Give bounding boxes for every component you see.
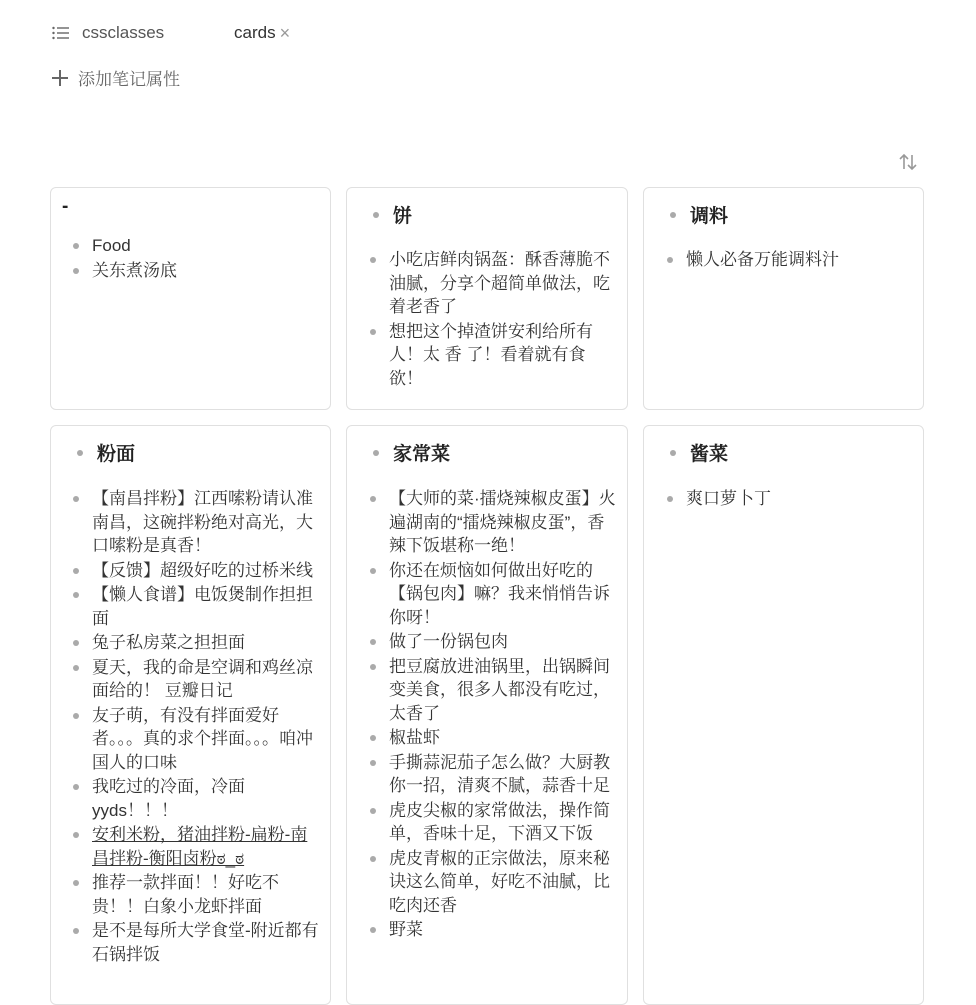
sort-icon[interactable] [897, 151, 919, 173]
note-properties [52, 20, 290, 90]
card-dash [50, 187, 331, 410]
list-item[interactable]: 爽口萝卜丁 [667, 487, 915, 511]
list-item[interactable]: 【大师的菜·擂烧辣椒皮蛋】火遍湖南的“擂烧辣椒皮蛋”，香辣下饭堪称一绝！ [370, 487, 618, 558]
card-tiaoliao [643, 187, 924, 410]
list-item[interactable]: 是不是每所大学食堂-附近都有石锅拌饭 [73, 919, 320, 966]
card-jiangcai [643, 425, 924, 1005]
list-item[interactable]: 【反馈】超级好吃的过桥米线 [73, 559, 320, 583]
list-item[interactable]: 做了一份锅包肉 [370, 630, 618, 654]
card-fenmian [50, 425, 331, 1005]
list-item[interactable]: 小吃店鲜肉锅盔：酥香薄脆不油腻，分享个超简单做法，吃着老香了 [370, 248, 618, 319]
list-item[interactable]: 椒盐虾 [370, 726, 618, 750]
list-icon [52, 26, 70, 40]
list-item[interactable]: 【懒人食谱】电饭煲制作担担面 [73, 583, 320, 630]
list-item[interactable]: 把豆腐放进油锅里，出锅瞬间变美食，很多人都没有吃过，太香了 [370, 655, 618, 726]
list-item[interactable]: 手撕蒜泥茄子怎么做？大厨教你一招，清爽不腻，蒜香十足 [370, 751, 618, 798]
card-list [667, 487, 915, 512]
tag-label: cards [234, 23, 276, 42]
card-title: 家常菜 [373, 439, 450, 466]
list-item[interactable]: 野菜 [370, 918, 618, 942]
card-bing [346, 187, 628, 410]
plus-icon [52, 70, 68, 86]
add-property-label: 添加笔记属性 [78, 70, 180, 89]
card-title: 粉面 [77, 439, 135, 466]
card-list [370, 248, 618, 391]
property-row-cssclasses [52, 20, 290, 46]
property-value-tag[interactable] [234, 23, 290, 44]
card-list [73, 487, 320, 967]
card-list [667, 248, 915, 273]
list-item[interactable]: 兔子私房菜之担担面 [73, 631, 320, 655]
card-title: 酱菜 [670, 439, 728, 466]
list-item[interactable]: 关东煮汤底 [73, 259, 323, 283]
property-key-label: cssclasses [82, 23, 165, 42]
card-jiachangcai [346, 425, 628, 1005]
list-item[interactable]: 【南昌拌粉】江西嗦粉请认准南昌，这碗拌粉绝对高光，大口嗦粉是真香！ [73, 487, 320, 558]
list-item[interactable]: 想把这个掉渣饼安利给所有人！太 香 了！看着就有食欲！ [370, 320, 618, 391]
add-property-button[interactable] [52, 65, 290, 90]
card-list [370, 487, 618, 943]
list-item[interactable]: Food [73, 234, 323, 258]
list-item[interactable]: 推荐一款拌面！！好吃不贵！！白象小龙虾拌面 [73, 871, 320, 918]
card-title: 饼 [373, 201, 412, 228]
list-item[interactable]: 虎皮青椒的正宗做法，原来秘诀这么简单，好吃不油腻，比吃肉还香 [370, 847, 618, 918]
list-item-link[interactable]: 安利米粉，猪油拌粉-扁粉-南昌拌粉-衡阳卤粉ಠ_ಠ [73, 823, 320, 870]
list-item[interactable]: 你还在烦恼如何做出好吃的【锅包肉】嘛？我来悄悄告诉你呀！ [370, 559, 618, 630]
card-title: 调料 [670, 201, 728, 228]
property-key[interactable] [52, 23, 234, 43]
list-item[interactable]: 友子萌，有没有拌面爱好者。。。真的求个拌面。。。咱冲国人的口味 [73, 704, 320, 775]
list-item[interactable]: 夏天，我的命是空调和鸡丝凉面给的！ 豆瓣日记 [73, 656, 320, 703]
list-item[interactable]: 虎皮尖椒的家常做法，操作简单，香味十足，下酒又下饭 [370, 799, 618, 846]
list-item[interactable]: 我吃过的冷面，冷面yyds！！！ [73, 775, 320, 822]
card-list [73, 234, 323, 283]
close-icon[interactable]: × [279, 22, 291, 43]
card-title: - [62, 196, 69, 217]
list-item[interactable]: 懒人必备万能调料汁 [667, 248, 915, 272]
